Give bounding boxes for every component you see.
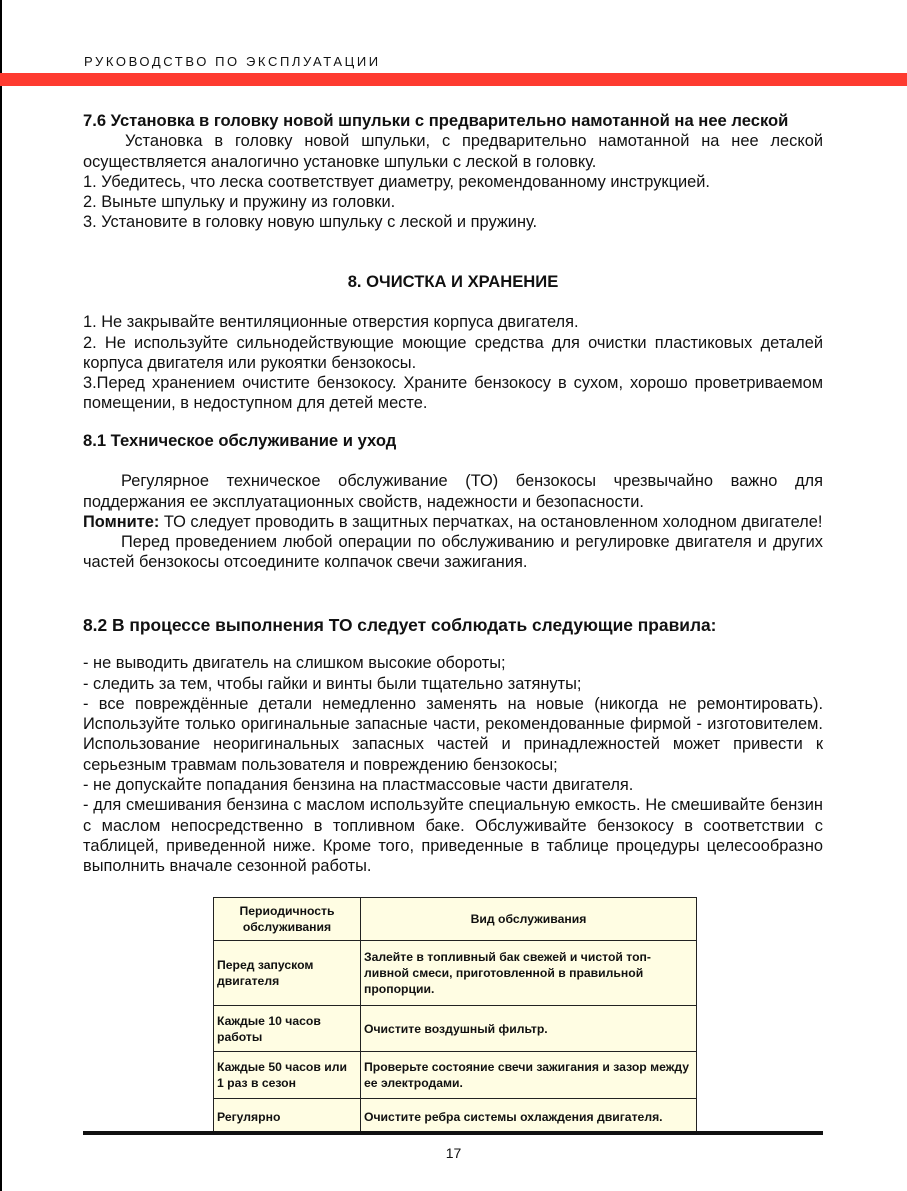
list-item: - следить за тем, чтобы гайки и винты были тщательно затянуты;: [83, 674, 582, 693]
table-row: [214, 1006, 697, 1052]
table-cell: Очистите ребра системы охлаждения двигателя.: [361, 1099, 697, 1135]
page-left-border: [0, 0, 2, 1191]
table-cell: Проверьте состояние свечи зажигания и зазор между ее электродами.: [361, 1052, 697, 1099]
list-item: 3. Установите в головку новую шпульку с леской и пружину.: [83, 213, 538, 232]
section-title: 8.2 В процессе выполнения ТО следует соблюдать следующие правила:: [83, 615, 717, 635]
list-item: 2. Выньте шпульку и пружину из головки.: [83, 193, 396, 212]
table-header-row: [214, 898, 697, 941]
table-cell: Залейте в топливный бак свежей и чистой топ-ливной смеси, приготовленной в правильной пропорции.: [361, 941, 697, 1006]
paragraph: Регулярное техническое обслуживание (ТО) бензокосы чрезвычайно важно для поддержания ее эксплуатационных свойств, надежности и безопасности.: [83, 472, 823, 511]
remember-label: Помните:: [83, 512, 160, 531]
footer-rule: [83, 1131, 823, 1135]
list-item: 3.Перед хранением очистите бензокосу. Храните бензокосу в сухом, хорошо проветриваемом помещении, в недоступном для детей месте.: [83, 374, 823, 413]
list-item: - все повреждённые детали немедленно заменять на новые (никогда не ремонтировать). Используйте только оригинальные запасные части, рекомендованные фирмой - изготовителем. Использование неоригинальных запасных частей и принадлежностей может привести к серьезным травмам пользователя и повреждению бензокосы;: [83, 694, 823, 774]
paragraph: Перед проведением любой операции по обслуживанию и регулировке двигателя и других частей бензокосы отсоедините колпачок свечи зажигания.: [83, 533, 823, 572]
list-item: 2. Не используйте сильнодействующие моющие средства для очистки пластиковых деталей корпуса двигателя или рукоятки бензокосы.: [83, 333, 823, 372]
table-row: [214, 1099, 697, 1135]
section-title: 8. ОЧИСТКА И ХРАНЕНИЕ: [347, 272, 559, 291]
column-header: Периодичность обслуживания: [214, 898, 361, 941]
paragraph: [83, 512, 823, 532]
section-title: 7.6 Установка в головку новой шпульки с предварительно намотанной на нее леской: [83, 111, 789, 130]
header-red-bar: [0, 73, 907, 86]
table-cell: Очистите воздушный фильтр.: [361, 1006, 697, 1052]
section-title: 8.1 Техническое обслуживание и уход: [83, 431, 397, 450]
table-cell: Регулярно: [214, 1099, 361, 1135]
table-cell: Каждые 50 часов или 1 раз в сезон: [214, 1052, 361, 1099]
page-number: 17: [445, 1145, 462, 1161]
table-row: [214, 941, 697, 1006]
section-7-6: [83, 111, 823, 233]
column-header: Вид обслуживания: [361, 898, 697, 941]
section-8-2: [83, 615, 823, 877]
paragraph: Установка в головку новой шпульки, с предварительно намотанной на нее леской осуществляется аналогично установке шпульки с леской в головку.: [83, 132, 823, 171]
remember-text: ТО следует проводить в защитных перчатках, на остановленном холодном двигателе!: [159, 512, 823, 531]
list-item: 1. Не закрывайте вентиляционные отверстия корпуса двигателя.: [83, 313, 579, 332]
maintenance-table: [213, 897, 697, 1135]
list-item: - не допускайте попадания бензина на пластмассовые части двигателя.: [83, 776, 634, 795]
list-item: - для смешивания бензина с маслом используйте специальную емкость. Не смешивайте бензин с маслом непосредственно в топливном баке. Обслуживайте бензокосу в соответствии с таблицей, приведенной ниже. Кроме того, приведенные в таблице процедуры целесообразно выполнить вначале сезонной работы.: [83, 796, 823, 876]
section-8: [83, 272, 823, 414]
section-8-1: [83, 431, 823, 573]
table-cell: Каждые 10 часов работы: [214, 1006, 361, 1052]
table-cell: Перед запуском двигателя: [214, 941, 361, 1006]
table-row: [214, 1052, 697, 1099]
list-item: 1. Убедитесь, что леска соответствует диаметру, рекомендованному инструкцией.: [83, 172, 710, 191]
list-item: - не выводить двигатель на слишком высокие обороты;: [83, 654, 506, 673]
running-header: РУКОВОДСТВО ПО ЭКСПЛУАТАЦИИ: [84, 54, 381, 69]
